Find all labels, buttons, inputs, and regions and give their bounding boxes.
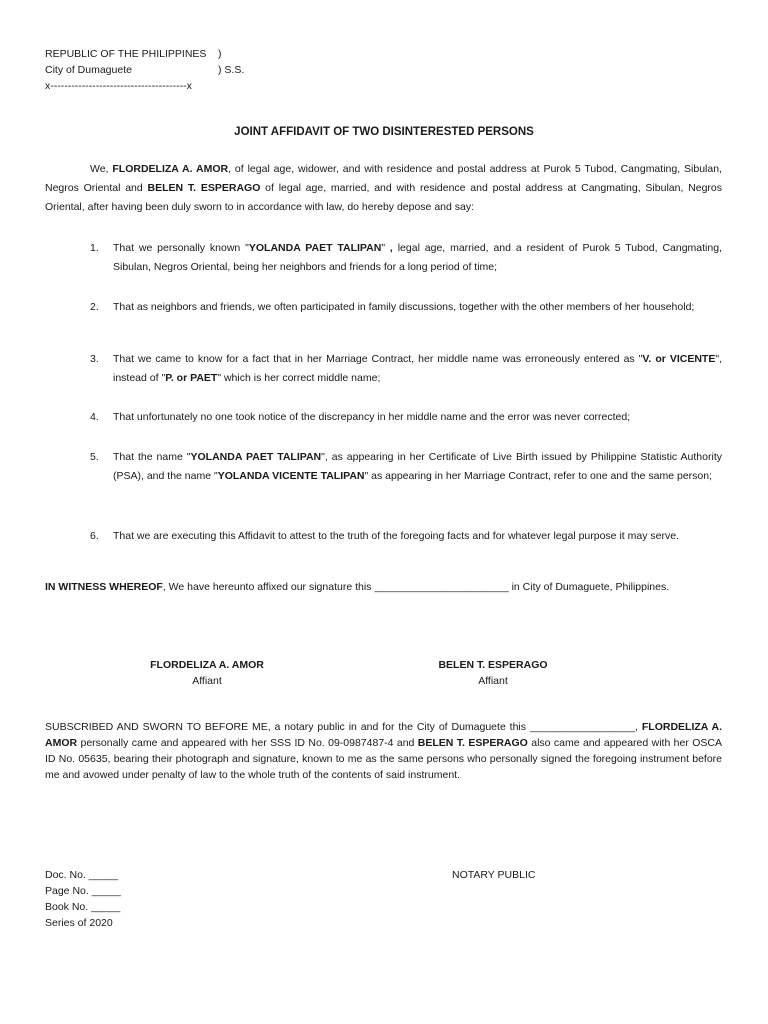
item-text: " (381, 242, 390, 254)
affiant-name: FLORDELIZA A. AMOR (112, 163, 229, 175)
witness-heading: IN WITNESS WHEREOF (45, 581, 163, 593)
signatory-role: Affiant (192, 675, 222, 687)
list-number: 2. (90, 301, 99, 313)
item-text: That we are executing this Affidavit to attest to the truth of the foregoing facts and for whatever legal purpose it may serve. (113, 530, 679, 542)
item-text: That we came to know for a fact that in her Marriage Contract, her middle name was erroneously entered as " (113, 353, 643, 365)
item-bold-text: P. or PAET (165, 372, 218, 384)
item-text: That as neighbors and friends, we often participated in family discussions, together with the other members of her household; (113, 301, 695, 313)
item-text: That the name " (113, 451, 191, 463)
intro-text: , of legal age, widower, and with residence and postal address at Purok 5 Tubod, Cangmating, Sibulan, Negros Oriental and (45, 163, 722, 194)
item-bold-text: YOLANDA VICENTE TALIPAN (217, 470, 365, 482)
signature-block (136, 657, 278, 689)
item-bold-text: YOLANDA PAET TALIPAN (248, 242, 382, 254)
list-text (113, 527, 722, 546)
jurat-text: also came and appeared with her OSCA ID No. 05635, bearing their photograph and signature, known to me as the same persons who personally signed the foregoing instrument before me and avowed under penalty of law to the whole truth of the contents of said instrument. (45, 737, 722, 781)
list-number: 4. (90, 411, 99, 423)
affiant-name: FLORDELIZA A. AMOR (45, 721, 722, 749)
intro-text: of legal age, married, and with residence and postal address at Cangmating, Sibulan, Negros Oriental, after having been duly sworn to in accordance with law, do hereby depose and say: (45, 182, 723, 213)
list-number: 3. (90, 353, 99, 365)
list-text (113, 350, 722, 388)
item-text: " as appearing in her Marriage Contract, refer to one and the same person; (364, 470, 713, 482)
intro-paragraph (45, 160, 722, 217)
item-text: That we personally known " (113, 242, 249, 254)
caption-paren: ) (218, 48, 222, 60)
item-text: ", as appearing in her Certificate of Live Birth issued by Philippine Statistic Authority (PSA), and the name " (113, 451, 722, 482)
affiant-name: BELEN T. ESPERAGO (147, 182, 261, 194)
series-year: Series of 2020 (45, 917, 113, 929)
witness-text: , We have hereunto affixed our signature this (162, 581, 375, 593)
signatory-name: BELEN T. ESPERAGO (438, 659, 548, 671)
list-number: 5. (90, 451, 99, 463)
jurat-text: , (635, 721, 642, 733)
document-title: JOINT AFFIDAVIT OF TWO DISINTERESTED PERSONS (234, 126, 534, 138)
page-number: Page No. _____ (45, 885, 121, 897)
item-text: legal age, married, and a resident of Purok 5 Tubod, Cangmating, Sibulan, Negros Oriental, being her neighbors and friends for a long period of time; (113, 242, 722, 273)
jurat-paragraph (45, 719, 722, 783)
jurat-text: SUBSCRIBED AND SWORN TO BEFORE ME, a notary public in and for the City of Dumaguete this (45, 721, 530, 733)
item-bold-text: , (389, 242, 393, 254)
witness-text: in City of Dumaguete, Philippines. (508, 581, 670, 593)
document-caption (45, 46, 245, 94)
list-text (113, 239, 722, 277)
affiant-name: BELEN T. ESPERAGO (417, 737, 528, 749)
notary-public-label: NOTARY PUBLIC (452, 869, 536, 881)
signatory-name: FLORDELIZA A. AMOR (150, 659, 264, 671)
signature-block (423, 657, 563, 689)
list-number: 6. (90, 530, 99, 542)
signatory-role: Affiant (478, 675, 508, 687)
item-bold-text: V. or VICENTE (642, 353, 716, 365)
caption-ss: ) S.S. (218, 64, 245, 76)
witness-clause (45, 578, 722, 597)
list-number: 1. (90, 242, 99, 254)
list-text (113, 298, 722, 317)
caption-city: City of Dumaguete (45, 64, 132, 76)
date-blank: __________________ (529, 721, 636, 733)
item-text: ", instead of " (113, 353, 722, 384)
list-text (113, 408, 722, 427)
notarial-register (45, 867, 121, 931)
list-text (113, 448, 722, 486)
item-bold-text: YOLANDA PAET TALIPAN (190, 451, 322, 463)
doc-number: Doc. No. _____ (45, 869, 118, 881)
intro-text: We, (90, 163, 113, 175)
caption-republic: REPUBLIC OF THE PHILIPPINES (45, 48, 207, 60)
date-blank: _______________________ (374, 581, 509, 593)
book-number: Book No. _____ (45, 901, 121, 913)
jurat-text: personally came and appeared with her SSS ID No. 09-0987487-4 and (77, 737, 418, 749)
item-text: That unfortunately no one took notice of the discrepancy in her middle name and the error was never corrected; (113, 411, 631, 423)
item-text: " which is her correct middle name; (217, 372, 381, 384)
caption-separator: x---------------------------------------x (45, 80, 192, 92)
